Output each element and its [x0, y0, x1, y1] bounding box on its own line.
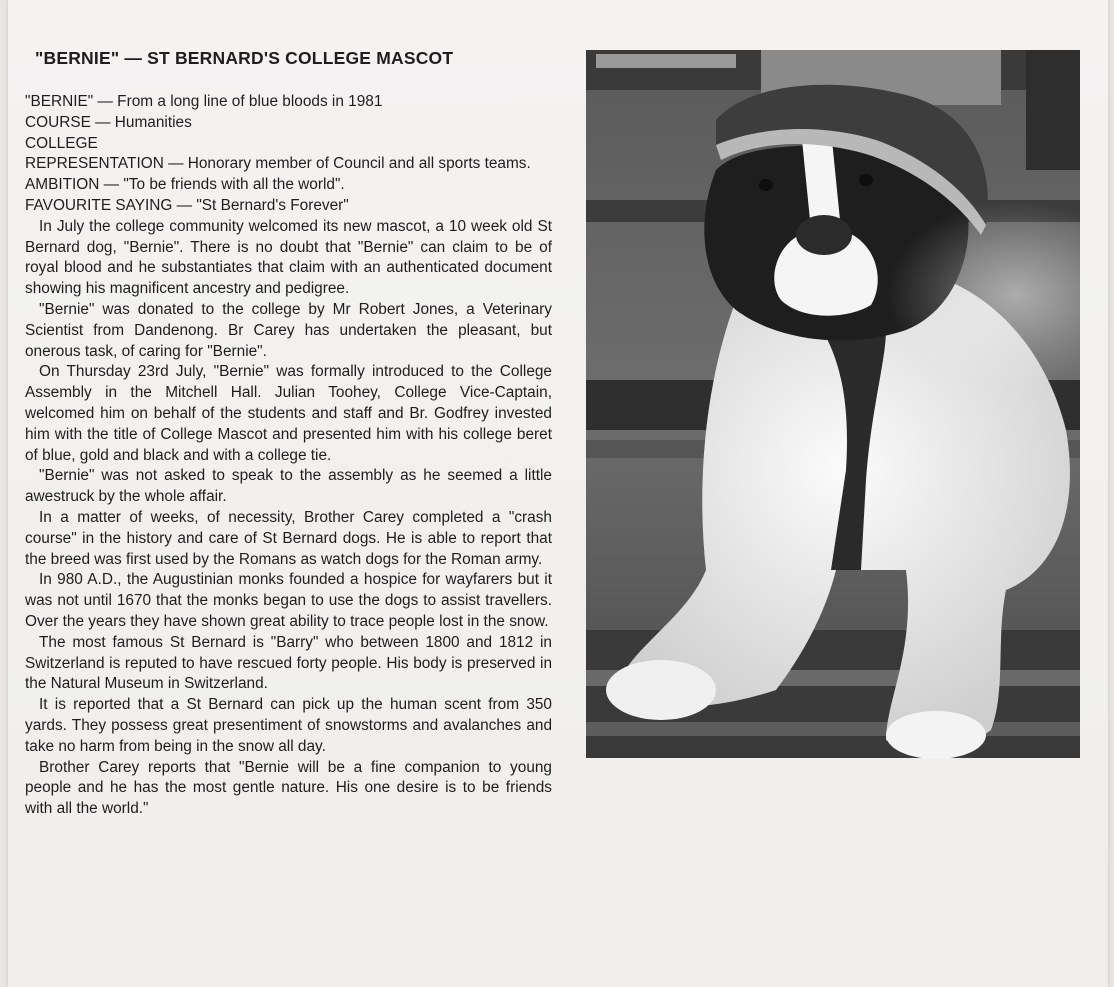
paragraph-companion: Brother Carey reports that "Bernie will be a fine companion to young people and he has the most gentle nature. His one desire is to be friends with all the world."	[25, 758, 552, 818]
paragraph-mascot-welcome: In July the college community welcomed its new mascot, a 10 week old St Bernard dog, "Bernie". There is no doubt that "Bernie" can claim to be of royal blood and he substantiates that claim with an authenticated document showing his magnificent ancestry and pedigree.	[25, 217, 552, 298]
paragraph-donation: "Bernie" was donated to the college by Mr Robert Jones, a Veterinary Scientist from Dandenong. Br Carey has undertaken the pleasant, but onerous task, of caring for "Bernie".	[25, 300, 552, 360]
paragraph-assembly: On Thursday 23rd July, "Bernie" was formally introduced to the College Assembly in the Mitchell Hall. Julian Toohey, College Vice-Captain, welcomed him on behalf of the students and staff and Br. Godfrey invested him with the title of College Mascot and presented him with his college beret of blue, gold and black and with a college tie.	[25, 363, 552, 464]
field-course: COURSE — Humanities	[25, 113, 192, 131]
article-title: "BERNIE" — ST BERNARD'S COLLEGE MASCOT	[35, 48, 454, 68]
field-favourite-saying: FAVOURITE SAYING — "St Bernard's Forever"	[25, 196, 349, 214]
field-representation: REPRESENTATION — Honorary member of Council and all sports teams.	[25, 155, 531, 173]
article-text-column	[25, 92, 552, 820]
st-bernard-puppy-photo	[586, 50, 1080, 758]
paragraph-hospice: In 980 A.D., the Augustinian monks founded a hospice for wayfarers but it was not until 1670 that the monks began to use the dogs to assist travellers. Over the years they have shown great ability to trace people lost in the snow.	[25, 571, 552, 630]
newspaper-clipping	[8, 0, 1108, 987]
paragraph-scent: It is reported that a St Bernard can pick up the human scent from 350 yards. They possess great presentiment of snowstorms and avalanches and take no harm from being in the snow all day.	[25, 696, 552, 755]
field-college: COLLEGE	[25, 134, 98, 152]
paragraph-awestruck: "Bernie" was not asked to speak to the assembly as he seemed a little awestruck by the whole affair.	[25, 467, 552, 506]
field-ambition: AMBITION — "To be friends with all the world".	[25, 176, 345, 194]
paragraph-barry: The most famous St Bernard is "Barry" who between 1800 and 1812 in Switzerland is reputed to have rescued forty people. His body is preserved in the Natural Museum in Switzerland.	[25, 633, 552, 693]
field-bernie: "BERNIE" — From a long line of blue bloods in 1981	[25, 93, 383, 110]
paragraph-crash-course: In a matter of weeks, of necessity, Brother Carey completed a "crash course" in the history and care of St Bernard dogs. He is able to report that the breed was first used by the Romans as watch dogs for the Roman army.	[25, 508, 552, 568]
